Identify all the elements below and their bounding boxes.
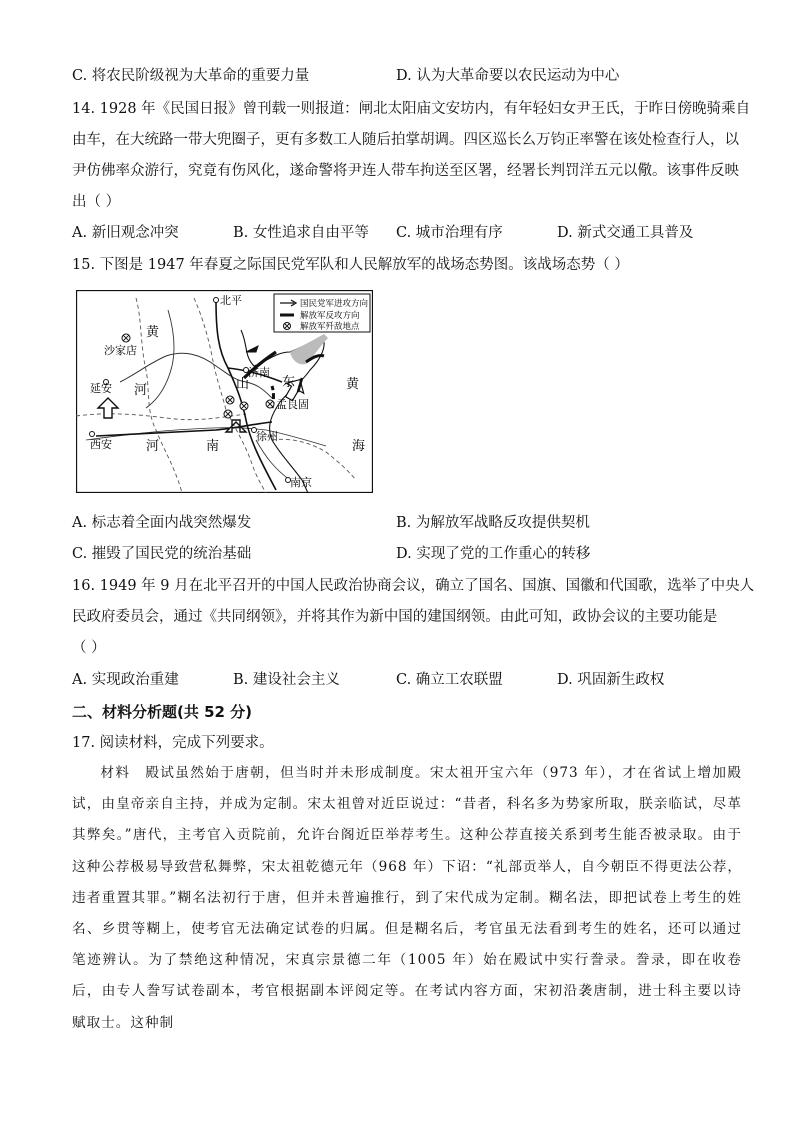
victory-site-1 [226, 396, 234, 404]
q15-option-b[interactable]: B. 为解放军战略反攻提供契机 [396, 515, 590, 531]
legend-nationalist-attack: 国民党军进攻方向 [300, 299, 369, 309]
label-yanan: 延安 [90, 382, 112, 395]
victory-site-shajiadian [122, 334, 130, 342]
label-jinan: 济南 [248, 366, 270, 379]
label-nan: 南 [206, 439, 220, 454]
q13-option-d[interactable]: D. 认为大革命要以农民运动为中心 [396, 68, 620, 84]
q17-stem: 17. 阅读材料，完成下列要求。 [72, 735, 274, 751]
q16-option-b[interactable]: B. 建设社会主义 [233, 672, 340, 688]
q17-material [72, 758, 742, 1039]
q15-stem: 15. 下图是 1947 年春夏之际国民党军队和人民解放军的战场态势图。该战场态势（ ） [72, 257, 629, 273]
q13-option-c[interactable]: C. 将农民阶级视为大革命的重要力量 [72, 68, 310, 84]
q14-stem-line-4: 出（ ） [72, 194, 121, 210]
label-river-1: 河 [134, 383, 148, 398]
q17-material-text: 材料 殿试虽然始于唐朝，但当时并未形成制度。宋太祖开宝六年（973 年），才在省试上增加殿试，由皇帝亲自主持，并成为定制。宋太祖曾对近臣说过：“昔者，科名多为势家所取，朕亲临试，尽革其弊矣。”唐代，主考官入贡院前，允许台阁近臣举荐考生。这种公荐直接关系到考生能否被录取。由于这种公荐极易导致营私舞弊，宋太祖乾德元年（968 年）下诏：“礼部贡举人，自今朝臣不得更法公荐，违者重置其罪。”糊名法初行于唐，但并未普遍推行，到了宋代成为定制。糊名法，即把试卷上考生的姓名、乡贯等糊上，使考官无法确定试卷的归属。但是糊名后，考官虽无法看到考生的姓名，还可以通过笔迹辨认。为了禁绝这种情况，宋真宗景德二年（1005 年）始在殿试中实行誊录。誊录，即在收卷后，由专人誊写试卷副本，考官根据副本评阅定等。在考试内容方面，宋初沿袭唐制，进士科主要以诗赋取士。这种制 [72, 765, 742, 1031]
label-shan: 山 [236, 377, 250, 392]
q16-stem-line-3: （ ） [72, 640, 106, 656]
label-xuzhou: 徐州 [256, 430, 278, 443]
legend-pla-victory-site: 解放军歼敌地点 [300, 322, 360, 332]
q14-option-c[interactable]: C. 城市治理有序 [396, 225, 503, 241]
q15-option-d[interactable]: D. 实现了党的工作重心的转移 [396, 546, 591, 562]
label-huang-river-1: 黄 [146, 325, 160, 340]
label-nanjing: 南京 [290, 476, 312, 489]
label-huang-sea: 黄 [346, 377, 360, 392]
q14-stem-line-1: 14. 1928 年《民国日报》曾刊载一则报道：闸北太阳庙文安坊内，有年轻妇女尹王氏，于昨日傍晚骑乘自 [72, 101, 751, 117]
q14-option-b[interactable]: B. 女性追求自由平等 [233, 225, 369, 241]
victory-site-3 [224, 410, 232, 418]
q14-stem-line-3: 尹仿佛率众游行，究竟有伤风化，遂命警将尹连人带车拘送至区署，经署长判罚洋五元以儆。该事件反映 [72, 163, 739, 179]
section-title-material-analysis: 二、材料分析题(共 52 分) [72, 703, 253, 721]
q15-option-a[interactable]: A. 标志着全面内战突然爆发 [72, 515, 252, 531]
q14-stem-line-2: 由车，在大统路一带大兜圈子，更有多数工人随后拍掌胡调。四区巡长么万钧正率警在该处检查行人，以 [72, 132, 739, 148]
q16-option-c[interactable]: C. 确立工农联盟 [396, 672, 503, 688]
label-beiping: 北平 [220, 294, 242, 307]
q16-option-a[interactable]: A. 实现政治重建 [72, 672, 179, 688]
legend-pla-counterattack: 解放军反攻方向 [300, 311, 360, 321]
q14-option-a[interactable]: A. 新旧观念冲突 [72, 225, 179, 241]
label-dong: 东 [282, 375, 296, 390]
label-river-2: 河 [146, 439, 160, 454]
label-menglianggu: 孟良固 [276, 398, 309, 411]
victory-site-menglianggu [266, 400, 274, 408]
q16-stem-line-1: 16. 1949 年 9 月在北平召开的中国人民政治协商会议，确立了国名、国旗、国徽和代国歌，选举了中央人 [72, 578, 755, 594]
q16-stem-line-2: 民政府委员会，通过《共同纲领》，并将其作为新中国的建国纲领。由此可知，政协会议的主要功能是 [72, 609, 718, 625]
label-xian: 西安 [90, 438, 112, 451]
q14-option-d[interactable]: D. 新式交通工具普及 [557, 225, 694, 241]
battle-map [76, 290, 373, 493]
label-shajiadian: 沙家店 [104, 344, 137, 357]
q16-option-d[interactable]: D. 巩固新生政权 [557, 672, 665, 688]
q15-option-c[interactable]: C. 摧毁了国民党的统治基础 [72, 546, 252, 562]
victory-site-2 [240, 402, 248, 410]
label-hai: 海 [352, 439, 366, 454]
